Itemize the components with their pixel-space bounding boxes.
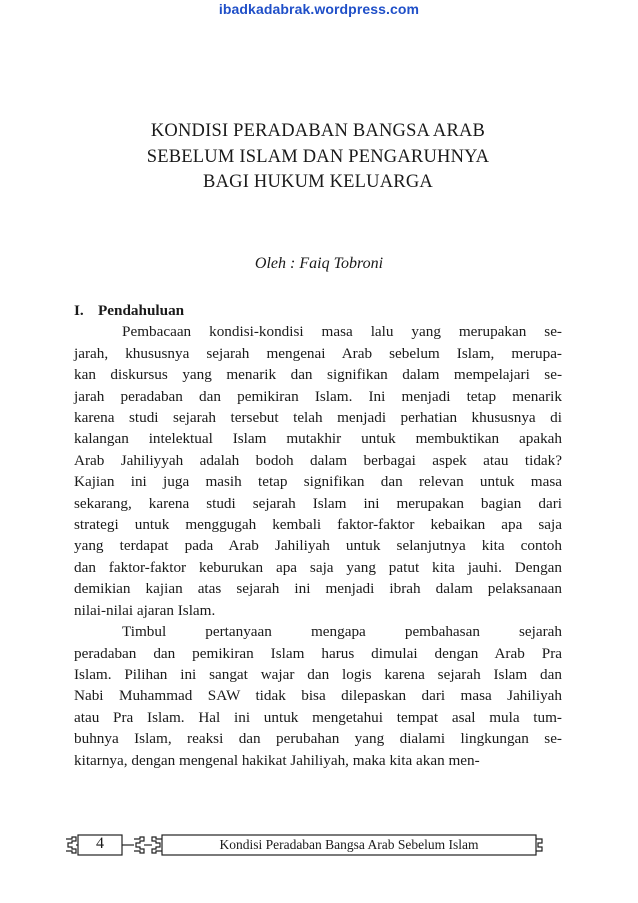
article-body <box>74 300 562 771</box>
text-line: buhnya Islam, reaksi dan perubahan yang dialami lingkungan se- <box>74 730 562 748</box>
text-line: kalangan intelektual Islam mutakhir untuk membuktikan apakah <box>74 430 562 448</box>
text-line: dan faktor-faktor keburukan apa saja yang patut kita jauhi. Dengan <box>74 558 562 576</box>
text-line: jarah, khususnya sejarah mengenai Arab sebelum Islam, merupa- <box>74 344 562 362</box>
text-line: Nabi Muhammad SAW tidak bisa dilepaskan dari masa Jahiliyah <box>74 687 562 705</box>
section-number: I. <box>74 302 84 319</box>
paragraph <box>74 621 562 771</box>
text-line: yang terdapat pada Arab Jahiliyah untuk selanjutnya kita contoh <box>74 537 562 555</box>
text-line: Pembacaan kondisi-kondisi masa lalu yang merupakan se- <box>122 323 562 341</box>
text-line: nilai-nilai ajaran Islam. <box>74 601 216 619</box>
text-line: karena studi sejarah tersebut telah menjadi perhatian khususnya di <box>74 409 562 427</box>
text-line: kan diskursus yang menarik dan signifikan dalam mempelajari se- <box>74 366 562 384</box>
paragraphs <box>74 321 562 771</box>
title-line-2: SEBELUM ISLAM DAN PENGARUHNYA <box>146 146 490 167</box>
text-line: Timbul pertanyaan mengapa pembahasan sejarah <box>122 623 562 641</box>
paragraph <box>74 321 562 621</box>
text-line: strategi untuk menggugah kembali faktor-faktor kebaikan apa saja <box>74 516 562 534</box>
author-byline: Oleh : Faiq Tobroni <box>254 255 384 272</box>
text-line: atau Pra Islam. Hal ini untuk mengetahui tempat asal mula tum- <box>74 708 562 726</box>
article-title <box>74 119 562 196</box>
text-line: jarah peradaban dan pemikiran Islam. Ini menjadi tetap menarik <box>74 387 562 405</box>
title-line-1: KONDISI PERADABAN BANGSA ARAB <box>150 121 486 141</box>
page-number: 4 <box>96 835 104 852</box>
section-title: Pendahuluan <box>98 302 185 319</box>
running-title: Kondisi Peradaban Bangsa Arab Sebelum Islam <box>219 837 479 852</box>
page-footer <box>64 833 544 857</box>
text-line: kitarnya, dengan mengenal hakikat Jahiliyah, maka kita akan men- <box>74 751 480 769</box>
section-heading <box>74 300 562 321</box>
text-line: sekarang, karena studi sejarah Islam ini merupakan bagian dari <box>74 494 562 512</box>
text-line: peradaban dan pemikiran Islam harus dimulai dengan Arab Pra <box>74 644 562 662</box>
watermark: ibadkadabrak.wordpress.com <box>218 1 420 17</box>
text-line: Arab Jahiliyyah adalah bodoh dalam berbagai aspek atau tidak? <box>74 451 562 469</box>
text-line: Islam. Pilihan ini sangat wajar dan logis karena sejarah Islam dan <box>74 665 562 683</box>
title-line-3: BAGI HUKUM KELUARGA <box>203 172 433 192</box>
text-line: Kajian ini juga masih tetap signifikan dan relevan untuk masa <box>74 473 562 491</box>
text-line: demikian kajian atas sejarah ini menjadi ibrah dalam pelaksanaan <box>74 580 562 598</box>
